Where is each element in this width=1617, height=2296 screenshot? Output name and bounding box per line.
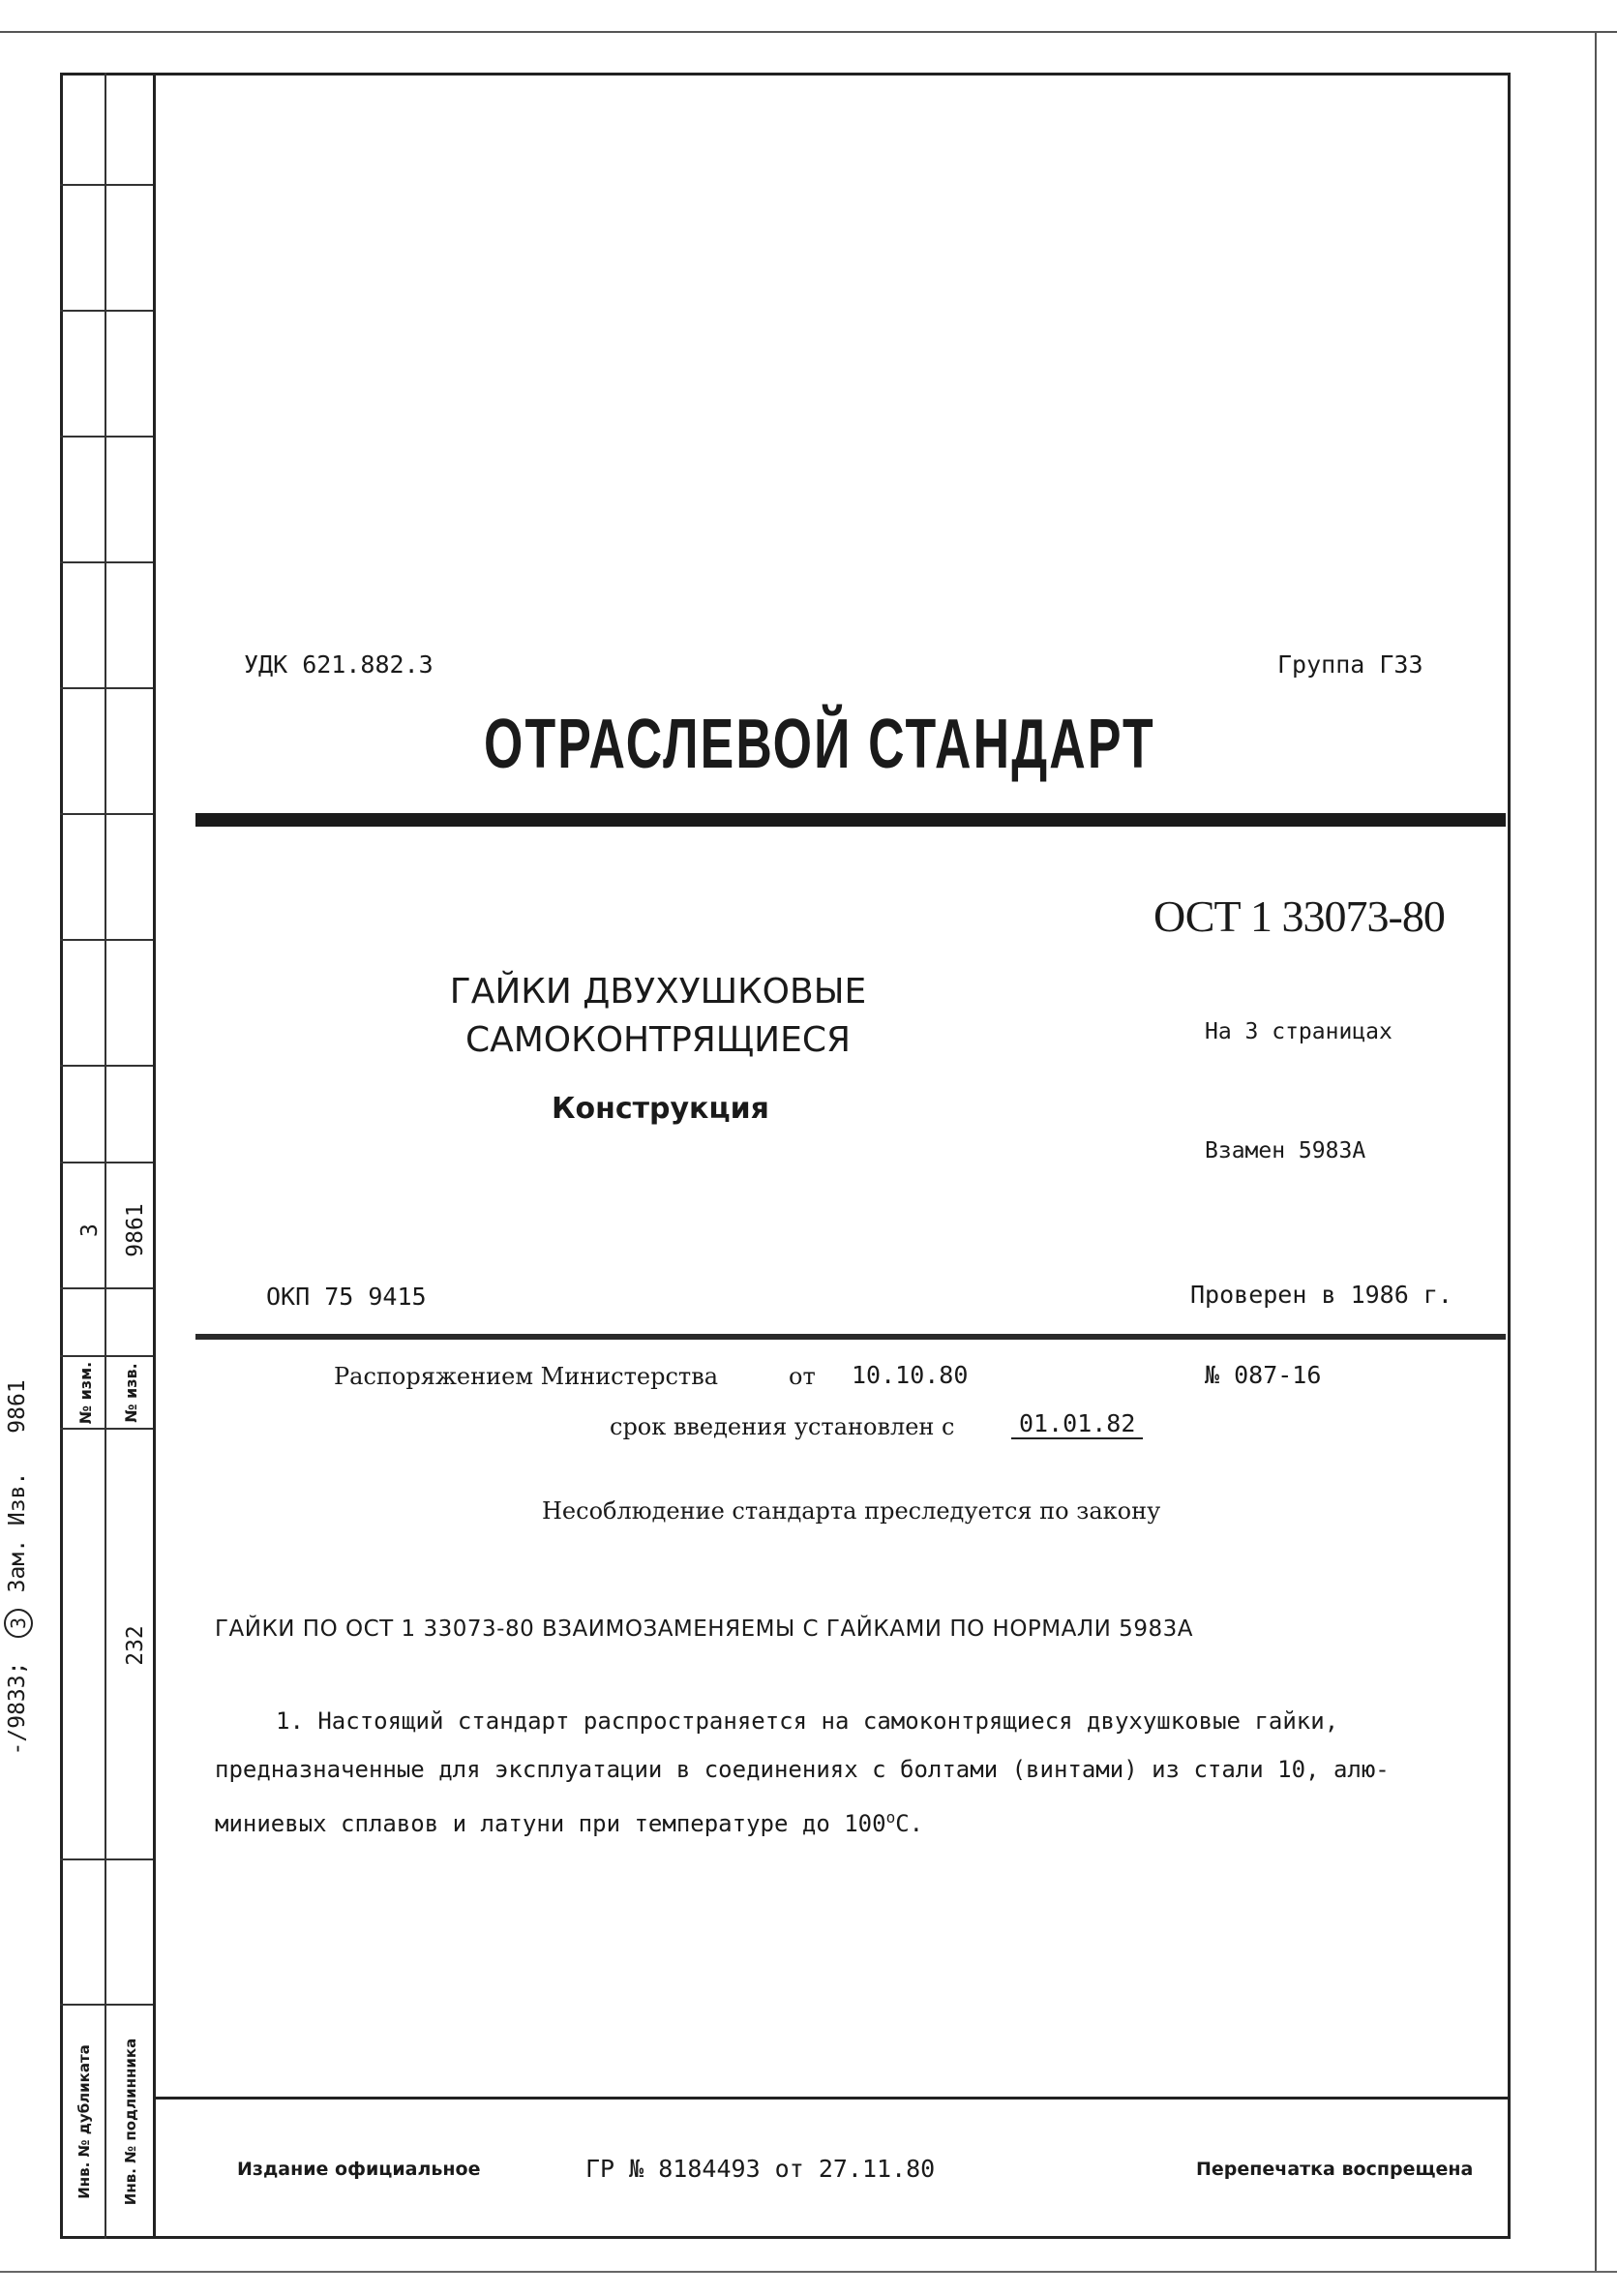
notice-number: 9861 <box>123 1203 148 1257</box>
duplicate-number: 232 <box>123 1625 148 1666</box>
side-strip-divider <box>105 73 106 2239</box>
footer-official: Издание официальное <box>237 2159 481 2180</box>
replaces: Взамен 5983А <box>1205 1138 1366 1163</box>
checked-year: Проверен в 1986 г. <box>1190 1281 1452 1309</box>
paragraph-1-line-2: предназначенные для эксплуатации в соединениях с болтами (винтами) из стали 10, алю- <box>215 1756 1390 1783</box>
strip-row-line <box>60 310 153 312</box>
order-text: Распоряжением Министерства <box>334 1363 719 1390</box>
label-original: Инв. № подлинника <box>122 2038 139 2206</box>
footer-reprint: Перепечатка воспрещена <box>1196 2159 1474 2180</box>
okp-code: ОКП 75 9415 <box>266 1283 427 1311</box>
effective-label: срок введения установлен с <box>610 1413 955 1440</box>
order-date: 10.10.80 <box>852 1361 969 1389</box>
paragraph-1-line-3: миниевых сплавов и латуни при температуре до $100^оС$. <box>215 1808 924 1837</box>
strip-row-line <box>60 687 153 689</box>
title-rule <box>195 813 1506 827</box>
scan-right-edge <box>1595 33 1597 2271</box>
strip-row-line <box>60 184 153 186</box>
label-duplicate: Инв. № дубликата <box>75 2044 93 2199</box>
heading-line-2: САМОКОНТРЯЩИЕСЯ <box>464 1020 852 1060</box>
strip-row-line <box>60 939 153 941</box>
scan-top-edge <box>0 31 1617 33</box>
paragraph-1-line-1: 1. Настоящий стандарт распространяется на самоконтрящиеся двухушковые гайки, <box>276 1707 1339 1735</box>
effective-date: 01.01.82 <box>1011 1409 1143 1439</box>
scan-bottom-edge <box>0 2271 1617 2273</box>
footer-rule <box>153 2097 1511 2100</box>
strip-row-line <box>60 561 153 563</box>
order-from: от <box>789 1363 816 1390</box>
interchange-statement: ГАЙКИ ПО ОСТ 1 33073-80 ВЗАИМОЗАМЕНЯЕМЫ С ГАЙКАМИ ПО НОРМАЛИ 5983А <box>215 1616 1193 1642</box>
margin-note-ref: -/9833; <box>5 1661 30 1756</box>
label-notice-no: № изв. <box>122 1363 140 1423</box>
strip-row-line <box>60 436 153 438</box>
change-number: 3 <box>77 1224 103 1237</box>
margin-note-number: 9861 <box>5 1379 30 1434</box>
pages-count: На 3 страницах <box>1205 1019 1392 1044</box>
order-number: № 087-16 <box>1205 1361 1322 1389</box>
doc-number: ОСТ 1 33073-80 <box>1153 891 1445 941</box>
strip-row-line <box>60 2004 153 2006</box>
law-notice: Несоблюдение стандарта преследуется по закону <box>542 1497 1161 1525</box>
footer-registration: ГР № 8184493 от 27.11.80 <box>585 2155 936 2183</box>
side-strip <box>60 73 153 2239</box>
strip-row-line <box>60 1858 153 1860</box>
udk-code: УДК 621.882.3 <box>244 650 434 679</box>
group-code: Группа Г33 <box>1277 650 1423 679</box>
section-rule <box>195 1334 1506 1340</box>
strip-row-line <box>60 1162 153 1163</box>
strip-row-line <box>60 813 153 815</box>
margin-note-change: Зам. Изв. <box>5 1471 30 1593</box>
margin-note-circle: 3 <box>4 1599 33 1647</box>
heading-line-1: ГАЙКИ ДВУХУШКОВЫЕ <box>449 972 867 1012</box>
strip-row-line <box>60 1065 153 1067</box>
main-title: ОТРАСЛЕВОЙ СТАНДАРТ <box>484 706 1155 783</box>
subheading: Конструкция <box>552 1092 769 1126</box>
label-change-no: № изм. <box>76 1361 95 1425</box>
